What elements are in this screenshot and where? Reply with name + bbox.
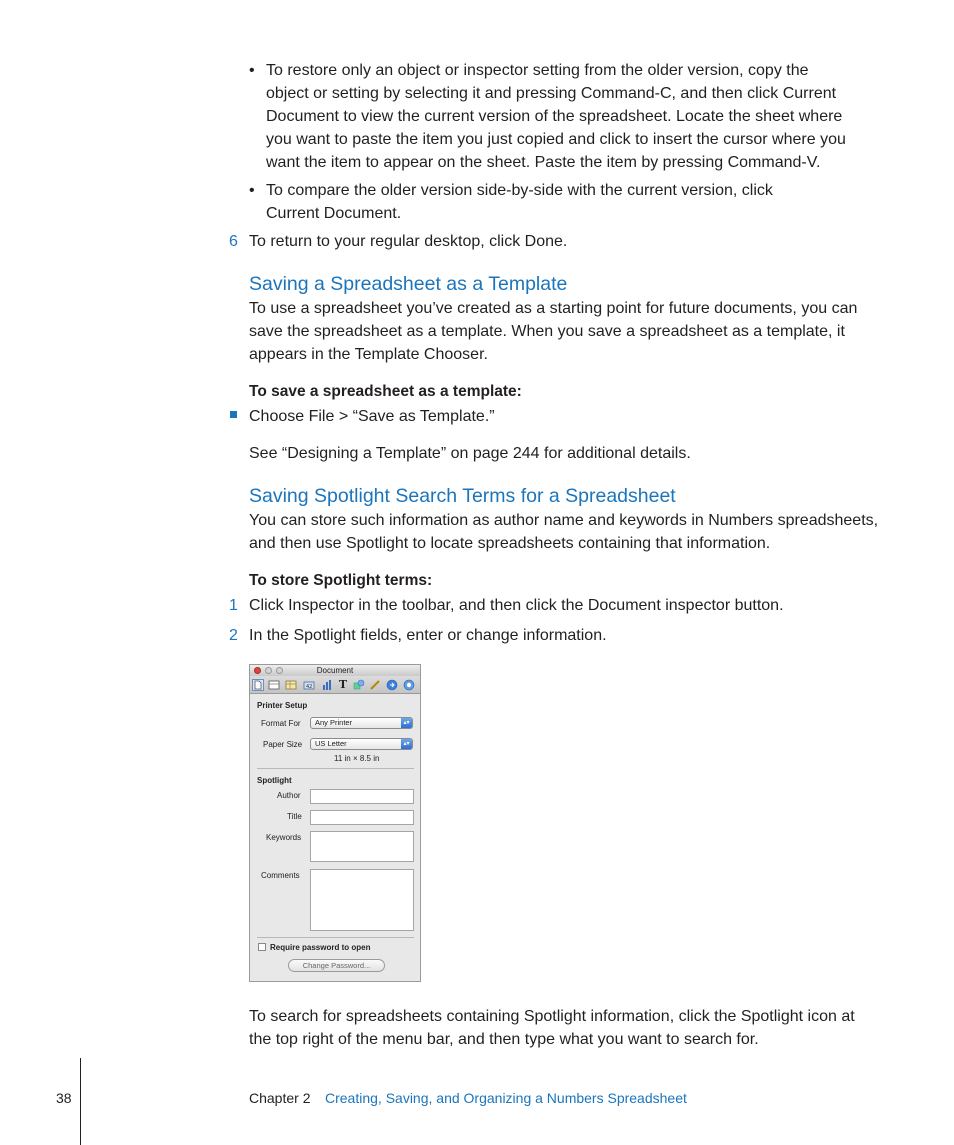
bullet-marker: • xyxy=(249,62,255,79)
bullet-1-text xyxy=(266,59,886,174)
title-field[interactable] xyxy=(310,810,414,825)
author-field[interactable] xyxy=(310,789,414,804)
text-line: To compare the older version side-by-side with the current version, click xyxy=(266,182,773,199)
popup-arrows-icon: ▴▾ xyxy=(401,718,412,728)
text-line: object or setting by selecting it and pressing Command-C, and then click Current xyxy=(266,85,837,102)
paper-size-label: Paper Size xyxy=(263,740,303,749)
text-line: Document to view the current version of the spreadsheet. Locate the sheet where xyxy=(266,108,843,125)
task-title: To store Spotlight terms: xyxy=(249,572,433,589)
table-icon[interactable] xyxy=(285,679,297,691)
format-for-label: Format For xyxy=(261,719,301,728)
divider xyxy=(257,937,414,938)
title-label: Title xyxy=(287,812,302,821)
comments-label: Comments xyxy=(261,871,300,880)
inspector-toolbar xyxy=(250,676,420,694)
require-password-checkbox[interactable] xyxy=(258,943,266,951)
change-password-button[interactable]: Change Password... xyxy=(288,959,385,972)
text-line: want the item to appear on the sheet. Paste the item by pressing Command-V. xyxy=(266,154,821,171)
text-line: To restore only an object or inspector setting from the older version, copy the xyxy=(266,62,809,79)
chart-icon[interactable] xyxy=(321,679,333,691)
format-for-popup[interactable] xyxy=(310,717,413,729)
chapter-label: Chapter 2 xyxy=(249,1090,311,1106)
metrics-icon[interactable] xyxy=(369,679,381,691)
paragraph xyxy=(249,509,889,555)
keywords-label: Keywords xyxy=(266,833,302,842)
task-title: To save a spreadsheet as a template: xyxy=(249,383,522,400)
require-password-label: Require password to open xyxy=(270,943,371,952)
paragraph xyxy=(249,297,889,366)
document-inspector-window xyxy=(249,664,421,982)
bullet-marker: • xyxy=(249,182,255,199)
step-text: To return to your regular desktop, click Done. xyxy=(249,233,568,250)
text-line: To use a spreadsheet you’ve created as a starting point for future documents, you can xyxy=(249,300,858,317)
chapter-title: Creating, Saving, and Organizing a Numbers Spreadsheet xyxy=(325,1090,687,1106)
paper-dimensions: 11 in × 8.5 in xyxy=(334,754,380,763)
bullet-2-text xyxy=(266,179,886,225)
paragraph xyxy=(249,1005,889,1051)
step-number: 2 xyxy=(229,627,238,644)
step-text: Choose File > “Save as Template.” xyxy=(249,408,495,425)
text-line: the top right of the menu bar, and then type what you want to search for. xyxy=(249,1031,759,1048)
popup-arrows-icon: ▴▾ xyxy=(401,739,412,749)
window-title: Document xyxy=(316,666,354,675)
step-text: In the Spotlight fields, enter or change information. xyxy=(249,627,607,644)
see-also-text: See “Designing a Template” on page 244 for additional details. xyxy=(249,445,691,462)
author-label: Author xyxy=(277,791,301,800)
step-number: 1 xyxy=(229,597,238,614)
page-number: 38 xyxy=(56,1090,72,1106)
text-line: You can store such information as author name and keywords in Numbers spreadsheets, xyxy=(249,512,879,529)
sheet-icon[interactable] xyxy=(268,679,280,691)
format-for-value: Any Printer xyxy=(315,718,353,727)
text-line: save the spreadsheet as a template. When you save a spreadsheet as a template, it xyxy=(249,323,845,340)
cells-icon[interactable] xyxy=(303,679,315,691)
svg-text:42: 42 xyxy=(306,684,313,690)
paper-size-value: US Letter xyxy=(315,739,347,748)
text-line: appears in the Template Chooser. xyxy=(249,346,488,363)
printer-setup-label: Printer Setup xyxy=(257,701,308,710)
text-line: and then use Spotlight to locate spreadsheets containing that information. xyxy=(249,535,771,552)
paper-size-popup[interactable] xyxy=(310,738,413,750)
divider xyxy=(257,768,414,769)
text-line: Current Document. xyxy=(266,205,402,222)
text-line: To search for spreadsheets containing Spotlight information, click the Spotlight icon at xyxy=(249,1008,855,1025)
hyperlink-icon[interactable] xyxy=(386,679,398,691)
step-text: Click Inspector in the toolbar, and then click the Document inspector button. xyxy=(249,597,784,614)
section-heading: Saving Spotlight Search Terms for a Spreadsheet xyxy=(249,485,676,507)
keywords-field[interactable] xyxy=(310,831,414,862)
text-line: you want to paste the item you just copied and click to insert the cursor where you xyxy=(266,131,846,148)
document-icon[interactable] xyxy=(252,679,264,691)
spotlight-label: Spotlight xyxy=(257,776,292,785)
graphic-icon[interactable] xyxy=(353,679,365,691)
square-bullet-icon xyxy=(230,411,237,418)
step-number: 6 xyxy=(229,233,238,250)
quicktime-icon[interactable] xyxy=(403,679,415,691)
comments-field[interactable] xyxy=(310,869,414,931)
text-icon[interactable]: T xyxy=(338,678,348,691)
section-heading: Saving a Spreadsheet as a Template xyxy=(249,273,568,295)
footer-divider xyxy=(80,1058,81,1145)
